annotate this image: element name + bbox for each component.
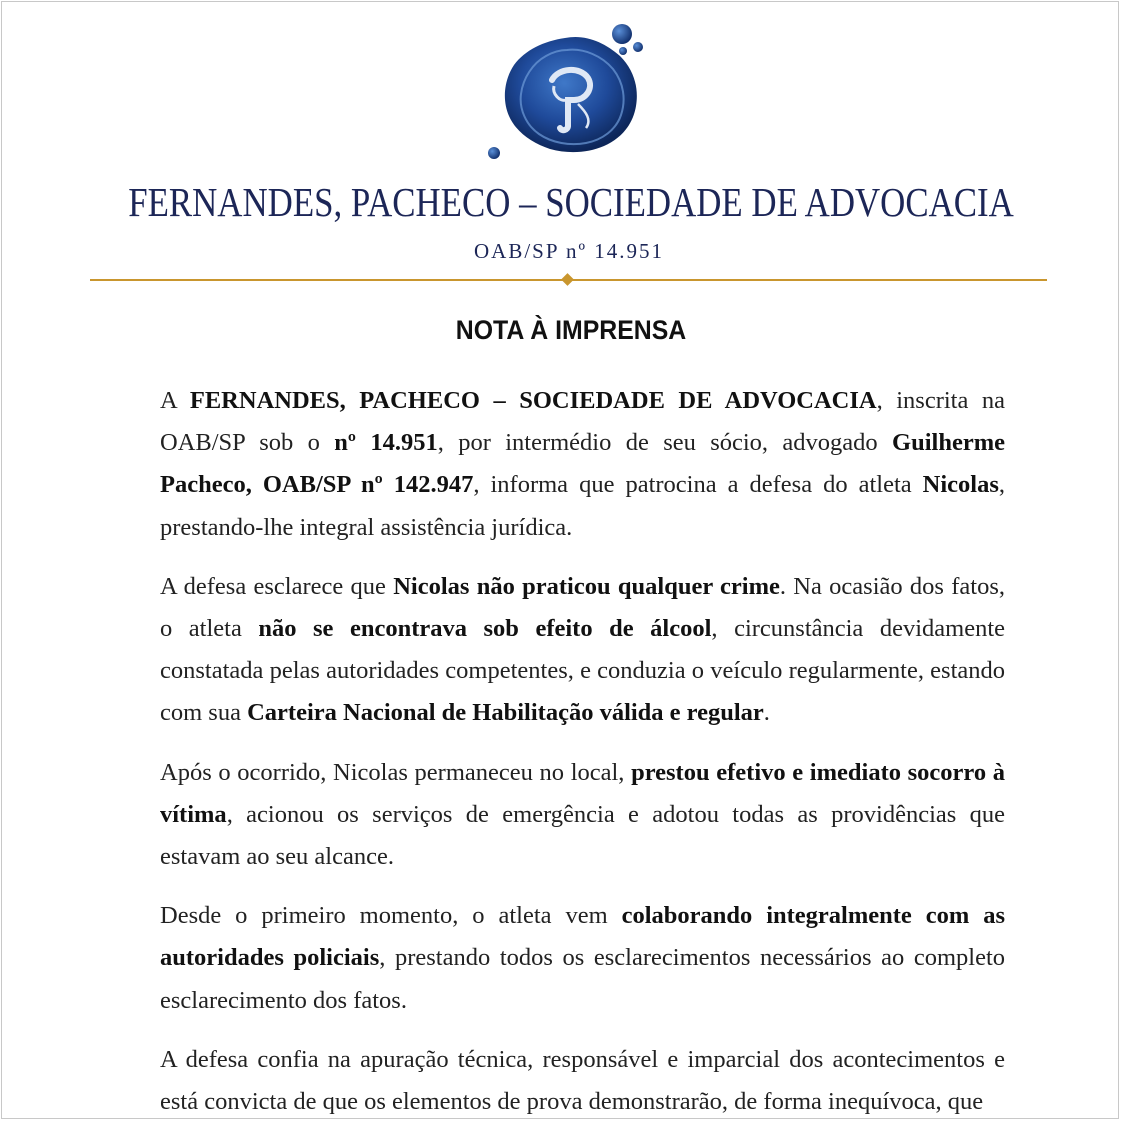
bold-text: Guilherme Pacheco, OAB/SP nº 142.947 xyxy=(160,429,1005,499)
bold-text: prestou efetivo e imediato socorro à vítima xyxy=(160,758,1005,828)
bold-text: Nicolas não praticou qualquer crime xyxy=(393,572,780,600)
text-run: . xyxy=(763,699,770,727)
bold-text: colaborando integralmente com as autoridades policiais xyxy=(160,902,1006,972)
text-run: , por intermédio de seu sócio, advogado xyxy=(437,429,893,457)
text-run: , informa que patrocina a defesa do atleta xyxy=(473,471,923,499)
paragraph-4 xyxy=(160,895,1005,1022)
text-run: A defesa confia na apuração técnica, responsável e imparcial dos acontecimentos e está convicta de que os elementos de prova demonstrarão, de forma inequívoca, que xyxy=(160,1045,1005,1116)
press-release-body xyxy=(160,380,1005,1140)
text-run: Após o ocorrido, Nicolas permaneceu no local, xyxy=(160,758,632,786)
text-run: , prestando todos os esclarecimentos necessários ao completo esclarecimento dos fatos. xyxy=(160,944,1006,1014)
text-run: A xyxy=(160,387,190,414)
paragraph-1 xyxy=(160,380,1005,549)
diamond-ornament-icon xyxy=(561,273,574,286)
text-run: Desde o primeiro momento, o atleta vem xyxy=(160,902,622,930)
document-title: NOTA À IMPRENSA xyxy=(455,315,687,345)
paragraph-2 xyxy=(160,566,1005,735)
paragraph-5 xyxy=(160,1039,1005,1123)
bold-text: nº 14.951 xyxy=(334,429,438,457)
bold-text: não se encontrava sob efeito de álcool xyxy=(258,615,712,643)
oab-registration: OAB/SP nº 14.951 xyxy=(473,239,664,263)
text-run: , acionou os serviços de emergência e adotou todas as providências que estavam ao seu alcance. xyxy=(160,800,1005,871)
text-run: , inscrita na OAB/SP sob o xyxy=(160,387,1005,457)
gold-divider xyxy=(90,272,1047,288)
bold-text: Carteira Nacional de Habilitação válida e regular xyxy=(247,699,764,727)
paragraph-3 xyxy=(160,752,1005,879)
wax-seal-p-monogram-icon xyxy=(482,20,652,165)
firm-name: FERNANDES, PACHECO – SOCIEDADE DE ADVOCACIA xyxy=(128,179,1014,225)
bold-text: FERNANDES, PACHECO – SOCIEDADE DE ADVOCACIA xyxy=(189,387,877,414)
text-run: , prestando-lhe integral assistência jurídica. xyxy=(160,471,1005,541)
text-run: A defesa esclarece que xyxy=(160,572,394,600)
text-run: , circunstância devidamente constatada pelas autoridades competentes, e conduzia o veículo regularmente, estando com sua xyxy=(160,615,1005,727)
text-run: . Na ocasião dos fatos, o atleta xyxy=(160,572,1005,643)
bold-text: Nicolas xyxy=(922,471,999,499)
